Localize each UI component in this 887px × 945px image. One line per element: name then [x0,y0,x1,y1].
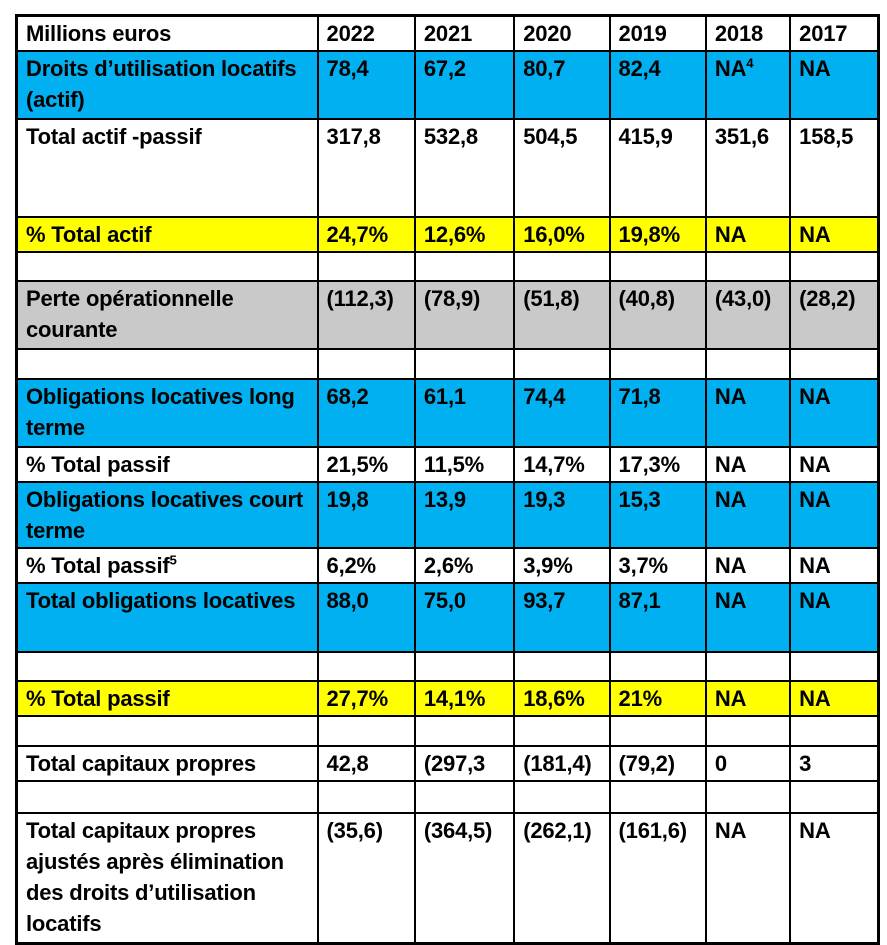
value-cell: 24,7% [318,217,415,252]
value-cell: NA [790,447,878,482]
footnote-marker: 5 [169,552,177,568]
value-cell: 82,4 [610,51,706,119]
value-cell [415,781,514,813]
year-header-cell: 2020 [514,16,609,52]
row-label-cell [17,652,318,681]
row-label-cell [17,252,318,281]
value-cell: 21% [610,681,706,716]
value-cell: 3 [790,746,878,781]
value-cell: NA [790,681,878,716]
table-row [17,349,879,379]
value-cell: (79,2) [610,746,706,781]
row-label-cell: Obligations locatives long terme [17,379,318,447]
row-label-cell [17,781,318,813]
table-row [17,447,879,482]
table-row [17,813,879,943]
table-row [17,217,879,252]
value-cell [706,349,790,379]
year-header-cell: 2017 [790,16,878,52]
value-cell: 0 [706,746,790,781]
value-cell [790,349,878,379]
value-cell [706,781,790,813]
value-cell: 11,5% [415,447,514,482]
value-cell: 6,2% [318,548,415,583]
footnote-marker: 4 [746,55,754,71]
value-cell [318,716,415,746]
value-cell [610,349,706,379]
value-cell: (262,1) [514,813,609,943]
table-row [17,252,879,281]
table-row [17,379,879,447]
value-cell [318,652,415,681]
value-cell: 42,8 [318,746,415,781]
value-cell: NA [706,813,790,943]
value-cell: NA [706,681,790,716]
value-cell [318,349,415,379]
value-cell [415,349,514,379]
year-header-cell: 2021 [415,16,514,52]
value-cell [415,652,514,681]
table-row [17,281,879,349]
value-cell [610,252,706,281]
row-label-cell [17,716,318,746]
value-cell: NA [706,217,790,252]
value-cell: 15,3 [610,482,706,548]
value-cell: (364,5) [415,813,514,943]
value-cell: 19,8% [610,217,706,252]
value-cell: 61,1 [415,379,514,447]
value-cell: 18,6% [514,681,609,716]
value-cell: NA [790,482,878,548]
row-label-cell: % Total passif [17,681,318,716]
table-row [17,51,879,119]
value-cell: 17,3% [610,447,706,482]
value-cell [514,716,609,746]
value-cell: NA [706,379,790,447]
table-body [17,51,879,943]
value-cell: 68,2 [318,379,415,447]
value-cell [790,781,878,813]
table-row [17,781,879,813]
value-cell: (78,9) [415,281,514,349]
year-header-cell: 2018 [706,16,790,52]
value-cell: (40,8) [610,281,706,349]
value-cell: (161,6) [610,813,706,943]
value-cell [706,716,790,746]
value-cell: NA [706,482,790,548]
row-label-cell [17,349,318,379]
table-row [17,652,879,681]
value-cell: NA [790,217,878,252]
value-cell: 532,8 [415,119,514,217]
row-label-cell: Total obligations locatives [17,583,318,652]
value-cell: NA [790,813,878,943]
value-cell [610,716,706,746]
value-cell: 75,0 [415,583,514,652]
year-header-cell: 2019 [610,16,706,52]
value-cell: 93,7 [514,583,609,652]
value-cell: 158,5 [790,119,878,217]
value-cell: 27,7% [318,681,415,716]
value-cell: (112,3) [318,281,415,349]
value-cell [790,716,878,746]
value-cell: 78,4 [318,51,415,119]
value-cell [415,716,514,746]
row-label-cell: Droits d’utilisation locatifs (actif) [17,51,318,119]
value-cell: (35,6) [318,813,415,943]
value-cell: NA [790,379,878,447]
value-cell [514,652,609,681]
value-cell: NA [706,548,790,583]
value-cell [790,252,878,281]
value-cell: (43,0) [706,281,790,349]
value-cell: NA [790,548,878,583]
value-cell: NA [790,583,878,652]
value-cell: 67,2 [415,51,514,119]
value-cell: (28,2) [790,281,878,349]
row-label-cell: Total capitaux propres [17,746,318,781]
value-cell [610,781,706,813]
value-cell [514,252,609,281]
value-cell: 504,5 [514,119,609,217]
value-cell: 2,6% [415,548,514,583]
row-label-cell: Perte opérationnelle courante [17,281,318,349]
row-label-cell: Obligations locatives court terme [17,482,318,548]
row-label-cell: % Total actif [17,217,318,252]
value-cell [415,252,514,281]
row-label-cell: % Total passif$^5$ [17,548,318,583]
value-cell [318,781,415,813]
value-cell: 88,0 [318,583,415,652]
value-cell: 87,1 [610,583,706,652]
value-cell: (51,8) [514,281,609,349]
value-cell [514,781,609,813]
value-cell: NA [706,447,790,482]
financial-table [15,14,880,945]
value-cell: 14,1% [415,681,514,716]
value-cell: 12,6% [415,217,514,252]
value-cell [514,349,609,379]
value-cell [610,652,706,681]
value-cell [706,652,790,681]
unit-header-cell: Millions euros [17,16,318,52]
value-cell: $NA^4$ [706,51,790,119]
year-header-cell: 2022 [318,16,415,52]
row-label-cell: Total actif -passif [17,119,318,217]
value-cell: 71,8 [610,379,706,447]
value-cell: 16,0% [514,217,609,252]
value-cell [706,252,790,281]
table-header-row [17,16,879,52]
financial-table-container [15,14,880,945]
table-row [17,119,879,217]
value-cell: NA [790,51,878,119]
row-label-cell: Total capitaux propres ajustés après élimination des droits d’utilisation locatifs [17,813,318,943]
value-cell [790,652,878,681]
value-cell: 80,7 [514,51,609,119]
value-cell: 21,5% [318,447,415,482]
table-row [17,482,879,548]
value-cell: 74,4 [514,379,609,447]
table-row [17,681,879,716]
value-cell [318,252,415,281]
value-cell: (297,3 [415,746,514,781]
value-cell: NA [706,583,790,652]
value-cell: 415,9 [610,119,706,217]
value-cell: 19,8 [318,482,415,548]
table-row [17,583,879,652]
value-cell: 3,9% [514,548,609,583]
value-cell: 3,7% [610,548,706,583]
table-header [17,16,879,52]
value-cell: 19,3 [514,482,609,548]
value-cell: (181,4) [514,746,609,781]
value-cell: 351,6 [706,119,790,217]
value-cell: 13,9 [415,482,514,548]
table-row [17,716,879,746]
row-label-cell: % Total passif [17,447,318,482]
value-cell: 317,8 [318,119,415,217]
table-row [17,746,879,781]
table-row [17,548,879,583]
value-cell: 14,7% [514,447,609,482]
